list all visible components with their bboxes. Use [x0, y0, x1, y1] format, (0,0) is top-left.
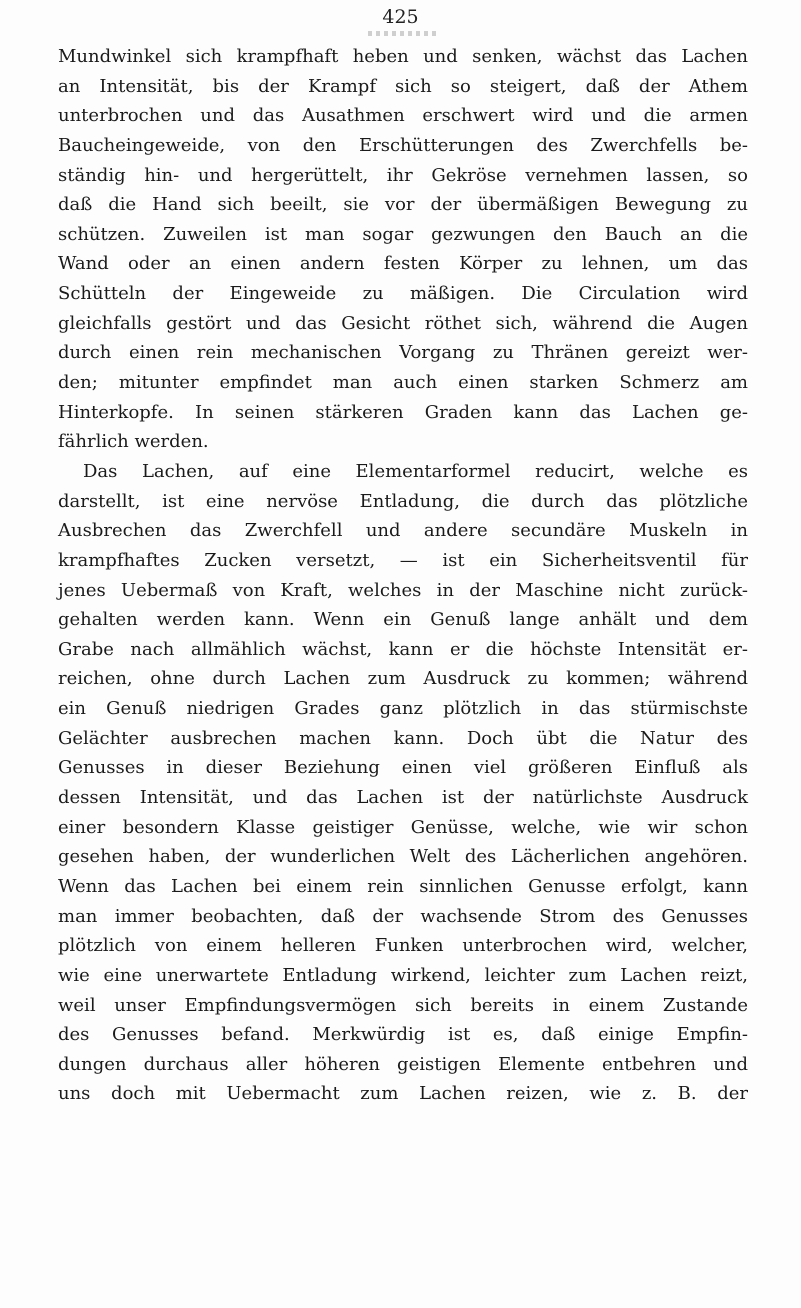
text-line: Grabe nach allmählich wächst, kann er die höchste Intensität er- [58, 638, 748, 660]
text-line: Wand oder an einen andern festen Körper zu lehnen, um das [58, 253, 748, 275]
text-line: Schütteln der Eingeweide zu mäßigen. Die Circulation wird [58, 283, 748, 305]
text-line: durch einen rein mechanischen Vorgang zu Thränen gereizt wer- [58, 342, 748, 364]
text-line: dessen Intensität, und das Lachen ist der natürlichste Ausdruck [58, 787, 748, 809]
text-line: wie eine unerwartete Entladung wirkend, leichter zum Lachen reizt, [58, 964, 748, 986]
text-line: schützen. Zuweilen ist man sogar gezwungen den Bauch an die [58, 223, 748, 245]
text-line: unterbrochen und das Ausathmen erschwert wird und die armen [58, 105, 748, 127]
body-text [58, 42, 748, 1109]
text-line: reichen, ohne durch Lachen zum Ausdruck zu kommen; während [58, 668, 748, 690]
text-line: Hinterkopfe. In seinen stärkeren Graden kann das Lachen ge- [58, 401, 748, 423]
text-line: einer besondern Klasse geistiger Genüsse, welche, wie wir schon [58, 816, 748, 838]
text-line: man immer beobachten, daß der wachsende Strom des Genusses [58, 905, 748, 927]
text-line: Das Lachen, auf eine Elementarformel reducirt, welche es [83, 460, 748, 482]
text-line: dungen durchaus aller höheren geistigen Elemente entbehren und [58, 1053, 748, 1075]
text-line: des Genusses befand. Merkwürdig ist es, daß einige Empfin- [58, 1024, 748, 1046]
text-line: an Intensität, bis der Krampf sich so steigert, daß der Athem [58, 75, 748, 97]
text-line: gehalten werden kann. Wenn ein Genuß lange anhält und dem [58, 609, 748, 631]
header-ornament-rule [368, 31, 436, 36]
text-line: fährlich werden. [58, 431, 209, 453]
text-line: den; mitunter empfindet man auch einen starken Schmerz am [58, 372, 748, 394]
text-line: plötzlich von einem helleren Funken unterbrochen wird, welcher, [58, 935, 748, 957]
text-line: gesehen haben, der wunderlichen Welt des Lächerlichen angehören. [58, 846, 748, 868]
text-line: gleichfalls gestört und das Gesicht röthet sich, während die Augen [58, 312, 748, 334]
text-line: darstellt, ist eine nervöse Entladung, die durch das plötzliche [58, 490, 748, 512]
text-line: Wenn das Lachen bei einem rein sinnlichen Genusse erfolgt, kann [58, 875, 748, 897]
text-line: Ausbrechen das Zwerchfell und andere secundäre Muskeln in [58, 520, 748, 542]
text-line: weil unser Empfindungsvermögen sich bereits in einem Zustande [58, 994, 748, 1016]
text-line: uns doch mit Uebermacht zum Lachen reizen, wie z. B. der [58, 1083, 748, 1105]
text-line: Baucheingeweide, von den Erschütterungen des Zwerchfells be- [58, 134, 748, 156]
page-number: 425 [382, 6, 419, 28]
text-line: krampfhaftes Zucken versetzt, — ist ein Sicherheitsventil für [58, 549, 748, 571]
text-line: Genusses in dieser Beziehung einen viel größeren Einfluß als [58, 757, 748, 779]
text-line: ständig hin- und hergerüttelt, ihr Gekröse vernehmen lassen, so [58, 164, 748, 186]
text-line: ein Genuß niedrigen Grades ganz plötzlich in das stürmischste [58, 698, 748, 720]
text-line: daß die Hand sich beeilt, sie vor der übermäßigen Bewegung zu [58, 194, 748, 216]
text-line: Mundwinkel sich krampfhaft heben und senken, wächst das Lachen [58, 46, 748, 67]
text-line: jenes Uebermaß von Kraft, welches in der Maschine nicht zurück- [58, 579, 748, 601]
text-line: Gelächter ausbrechen machen kann. Doch übt die Natur des [58, 727, 748, 749]
